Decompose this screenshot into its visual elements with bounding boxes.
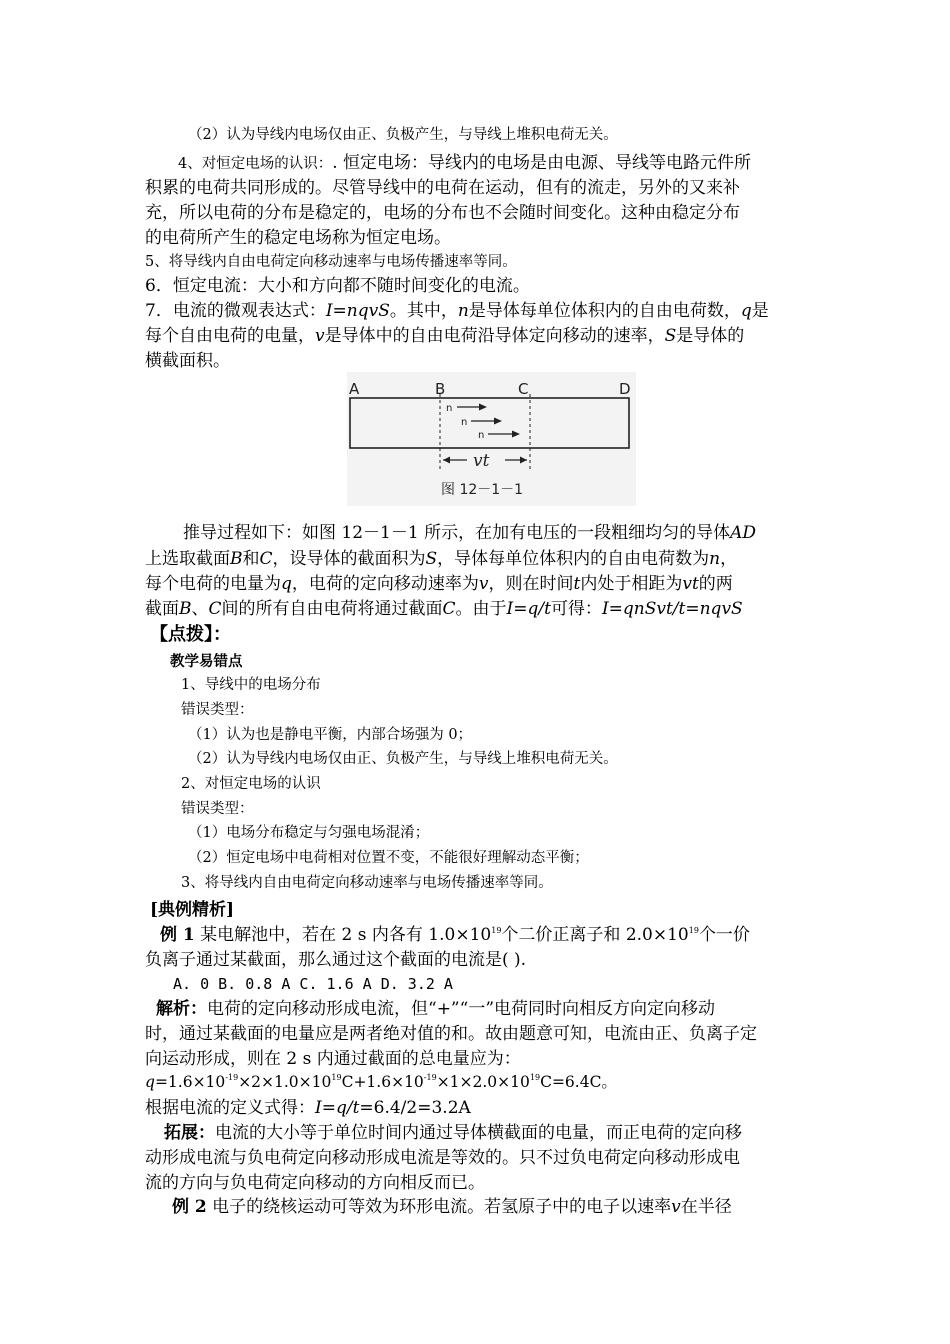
text-span: ×2×1.0×10 bbox=[238, 1073, 332, 1091]
text-span: 可得： bbox=[550, 599, 602, 619]
text-span: 和 bbox=[242, 549, 260, 569]
tip-item: 1、导线中的电场分布 bbox=[181, 677, 321, 693]
variable: v bbox=[671, 1197, 681, 1217]
variable: S bbox=[664, 326, 677, 346]
text-line: 充，所以电荷的分布是稳定的，电场的分布也不会随时间变化。这种由稳定分布 bbox=[145, 203, 740, 223]
variable: q bbox=[740, 301, 752, 321]
variable: v bbox=[478, 574, 489, 594]
text-line bbox=[145, 1073, 617, 1092]
text-span: 电流的大小等于单位时间内通过导体横截面的电量，而正电荷的定向移 bbox=[215, 1123, 742, 1143]
text-span: C=6.4C。 bbox=[540, 1073, 617, 1091]
text-span: ，则在时间 bbox=[488, 574, 574, 594]
text-span: 7．电流的微观表达式： bbox=[145, 301, 326, 321]
exponent: 19 bbox=[688, 926, 699, 935]
text-span: =1.6×10 bbox=[154, 1073, 226, 1091]
text-line: 负离子通过某截面，那么通过这个截面的电流是( ). bbox=[145, 950, 527, 970]
text-span: 推导过程如下：如图 12－1－1 所示，在加有电压的一段粗细均匀的导体 bbox=[183, 523, 731, 543]
variable: C bbox=[208, 599, 222, 619]
text-span: . 恒定电场：导线内的电场是由电源、导线等电路元件所 bbox=[332, 153, 752, 173]
text-line bbox=[145, 326, 744, 346]
text-span: 、 bbox=[191, 599, 209, 619]
text-line: 向运动形成，则在 2 s 内通过截面的总电量应为： bbox=[145, 1049, 521, 1069]
examples-heading: [典例精析] bbox=[150, 900, 235, 920]
span-label: vt bbox=[473, 451, 490, 471]
label-b: B bbox=[435, 380, 446, 398]
variable: C bbox=[259, 549, 273, 569]
figure-caption: 图 12－1－1 bbox=[441, 482, 524, 498]
answer-options: A. 0 B. 0.8 A C. 1.6 A D. 3.2 A bbox=[173, 975, 453, 993]
text-span: 电荷的定向移动形成电流，但“+”“一”电荷同时向相反方向定向移动 bbox=[207, 999, 716, 1019]
text-line bbox=[145, 301, 769, 321]
variable: t bbox=[573, 574, 581, 594]
exponent: 19 bbox=[331, 1073, 342, 1082]
charge-label: n bbox=[461, 417, 468, 428]
text-span: 电子的绕核运动可等效为环形电流。若氢原子中的电子以速率 bbox=[206, 1197, 672, 1217]
analysis-label: 解析： bbox=[156, 999, 207, 1019]
text-line: 流的方向与负电荷定向移动的方向相反而已。 bbox=[145, 1173, 485, 1193]
charge-label: n bbox=[446, 403, 453, 414]
text-line: （2）认为导线内电场仅由正、负极产生，与导线上堆积电荷无关。 bbox=[188, 127, 618, 143]
text-line bbox=[183, 523, 756, 543]
tip-item: （1）认为也是静电平衡，内部合场强为 0； bbox=[188, 727, 473, 743]
example-label: 例 1 bbox=[160, 925, 195, 945]
text-span: 在半径 bbox=[680, 1197, 732, 1217]
text-line: 6．恒定电流：大小和方向都不随时间变化的电流。 bbox=[145, 276, 530, 296]
span-arrow-left-head bbox=[443, 457, 450, 464]
text-span: ，设导体的截面积为 bbox=[272, 549, 426, 569]
tip-item: （1）电场分布稳定与匀强电场混淆； bbox=[188, 825, 430, 841]
tip-item: （2）恒定电场中电荷相对位置不变，不能很好理解动态平衡； bbox=[188, 850, 589, 866]
text-span: 根据电流的定义式得： bbox=[145, 1098, 315, 1118]
exponent: -19 bbox=[423, 1073, 437, 1082]
text-span: ， bbox=[720, 549, 738, 569]
conductor-diagram bbox=[347, 372, 636, 506]
text-line bbox=[145, 549, 737, 569]
variable: AD bbox=[730, 523, 756, 543]
text-span: ，导体每单位体积内的自由电荷数为 bbox=[437, 549, 710, 569]
text-line bbox=[178, 153, 751, 173]
text-line bbox=[145, 599, 743, 619]
text-line bbox=[160, 925, 750, 945]
formula: I=qnSvt/t=nqvS bbox=[601, 599, 743, 619]
exponent: 19 bbox=[529, 1073, 541, 1082]
text-line: 积累的电荷共同形成的。尽管导线中的电荷在运动，但有的流走，另外的又来补 bbox=[145, 178, 740, 198]
text-span: =6.4/2=3.2A bbox=[359, 1098, 471, 1118]
formula: I=q/t bbox=[506, 599, 551, 619]
formula: I=q/t bbox=[315, 1098, 360, 1118]
conductor-rect bbox=[350, 398, 629, 448]
variable: n bbox=[457, 301, 469, 321]
text-line bbox=[145, 574, 733, 594]
arrow-head bbox=[512, 431, 520, 438]
text-line bbox=[164, 1123, 742, 1143]
charge-label: n bbox=[478, 430, 485, 441]
exponent: -19 bbox=[225, 1073, 239, 1082]
tip-item: 错误类型： bbox=[181, 702, 254, 718]
variable: n bbox=[709, 549, 721, 569]
text-span: 个一价 bbox=[698, 925, 750, 945]
text-span: 是导体的 bbox=[676, 326, 745, 346]
text-span: 某电解池中，若在 2 s 内各有 1.0×10 bbox=[194, 925, 492, 945]
text-span: ，电荷的定向移动速率为 bbox=[291, 574, 479, 594]
text-span: 内处于相距为 bbox=[580, 574, 683, 594]
text-span: 上选取截面 bbox=[145, 549, 230, 569]
variable: v bbox=[315, 326, 325, 346]
tip-item: （2）认为导线内电场仅由正、负极产生，与导线上堆积电荷无关。 bbox=[188, 751, 618, 767]
tip-item: 3、将导线内自由电荷定向移动速率与电场传播速率等同。 bbox=[181, 875, 553, 891]
extension-label: 拓展： bbox=[164, 1123, 215, 1143]
example-label: 例 2 bbox=[172, 1197, 207, 1217]
text-span: 间的所有自由电荷将通过截面 bbox=[221, 599, 443, 619]
text-span: 个二价正离子和 2.0×10 bbox=[501, 925, 689, 945]
text-line bbox=[172, 1197, 732, 1217]
tips-heading: 【点拨】： bbox=[150, 624, 231, 645]
span-arrow-right-head bbox=[520, 457, 527, 464]
text-span: 的两 bbox=[698, 574, 733, 594]
text-span: 。其中， bbox=[389, 301, 458, 321]
text-span: 截面 bbox=[145, 599, 179, 619]
text-line: 横截面积。 bbox=[145, 351, 230, 371]
text-span: 是导体每单位体积内的自由电荷数， bbox=[468, 301, 741, 321]
text-span: 4、对恒定电场的认识： bbox=[178, 156, 333, 172]
variable: B bbox=[230, 549, 243, 569]
text-span: 每个电荷的电量为 bbox=[145, 574, 281, 594]
tip-item: 错误类型： bbox=[181, 801, 254, 817]
variable: C bbox=[442, 599, 456, 619]
label-c: C bbox=[518, 380, 529, 398]
text-span: C+1.6×10 bbox=[341, 1073, 424, 1091]
text-span: ×1×2.0×10 bbox=[436, 1073, 530, 1091]
conductor-figure bbox=[347, 372, 636, 506]
variable: B bbox=[179, 599, 192, 619]
text-line: 5、将导线内自由电荷定向移动速率与电场传播速率等同。 bbox=[145, 254, 517, 270]
text-span: 。由于 bbox=[455, 599, 507, 619]
label-a: A bbox=[349, 380, 360, 398]
text-span: 是导体中的自由电荷沿导体定向移动的速率， bbox=[324, 326, 665, 346]
tips-subheading: 教学易错点 bbox=[170, 653, 243, 670]
exponent: 19 bbox=[491, 926, 502, 935]
tip-item: 2、对恒定电场的认识 bbox=[181, 776, 321, 792]
variable: vt bbox=[682, 574, 699, 594]
text-line: 动形成电流与负电荷定向移动形成电流是等效的。只不过负电荷定向移动形成电 bbox=[145, 1148, 740, 1168]
formula: I=nqvS bbox=[325, 301, 390, 321]
text-line: 的电荷所产生的稳定电场称为恒定电场。 bbox=[145, 228, 451, 248]
text-span: 是 bbox=[751, 301, 769, 321]
text-line bbox=[156, 999, 715, 1019]
text-span: 每个自由电荷的电量， bbox=[145, 326, 315, 346]
variable: S bbox=[425, 549, 438, 569]
label-d: D bbox=[619, 380, 631, 398]
text-line bbox=[145, 1098, 471, 1118]
variable: q bbox=[281, 574, 292, 594]
arrow-head bbox=[494, 418, 502, 425]
text-line: 时，通过某截面的电量应是两者绝对值的和。故由题意可知，电流由正、负离子定 bbox=[145, 1024, 757, 1044]
arrow-head bbox=[479, 404, 487, 411]
variable: q bbox=[145, 1073, 155, 1091]
